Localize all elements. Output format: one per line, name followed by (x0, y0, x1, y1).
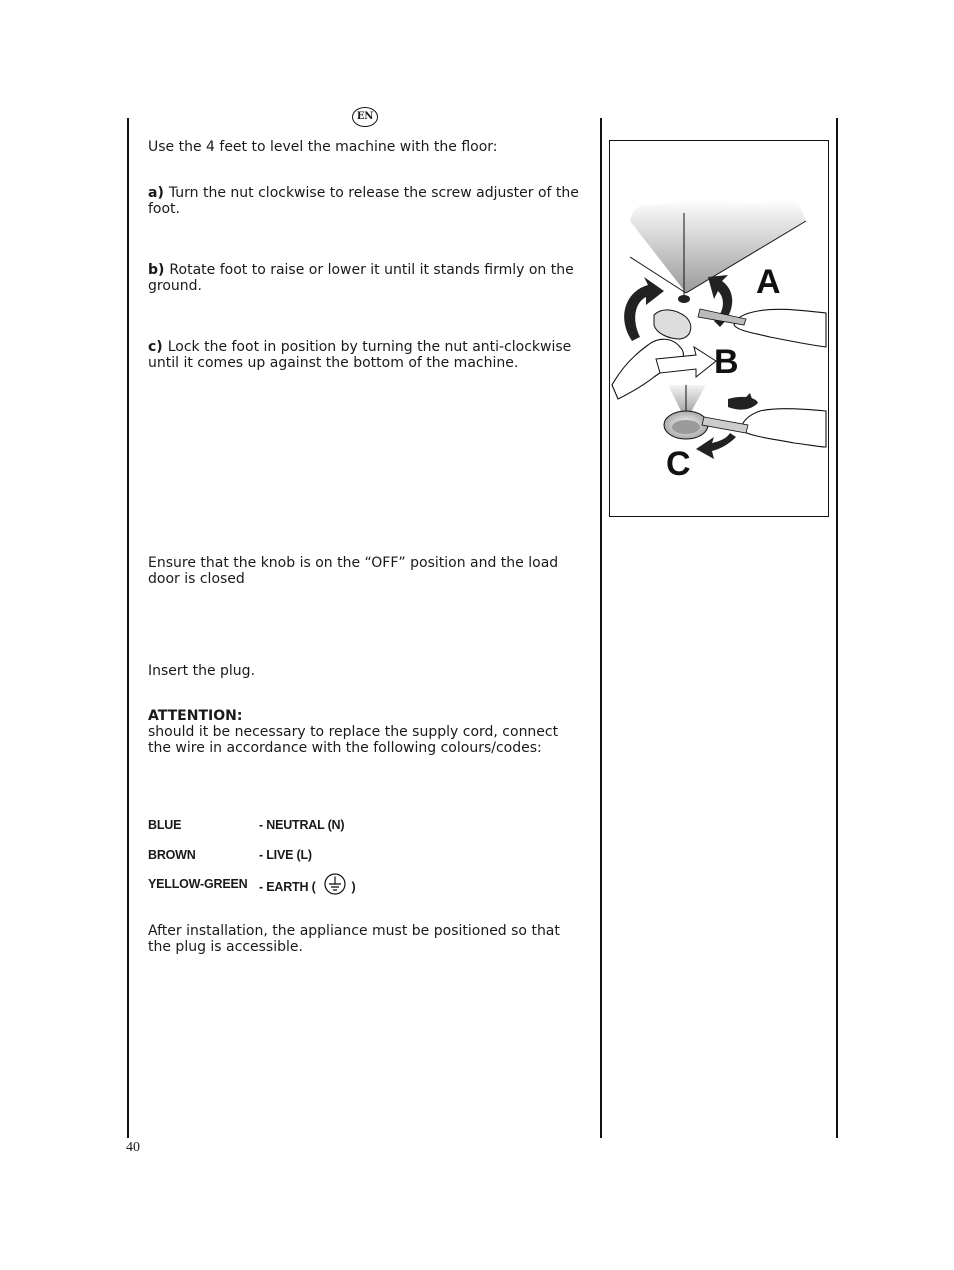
foot-adjustment-illustration (609, 140, 829, 517)
wire-colour-blue: BLUE (148, 818, 182, 832)
attention-title: ATTENTION: (148, 708, 243, 724)
intro-text: Use the 4 feet to level the machine with the floor: (148, 139, 498, 155)
column-divider-rule (600, 118, 602, 1138)
step-b (148, 262, 583, 294)
wire-code-neutral: - NEUTRAL (N) (259, 818, 345, 832)
step-b-label: b) (148, 262, 165, 278)
attention-text: should it be necessary to replace the supply cord, connect the wire in accordance with the following colours/codes: (148, 724, 559, 756)
wire-colour-yellow-green: YELLOW-GREEN (148, 877, 248, 891)
accessibility-note: After installation, the appliance must be positioned so that the plug is accessible. (148, 923, 560, 955)
wire-code-earth (259, 877, 356, 898)
left-margin-rule (127, 118, 129, 1138)
step-c-label: c) (148, 339, 163, 355)
earth-ground-icon (324, 873, 346, 898)
plug-instruction: Insert the plug. (148, 663, 256, 679)
step-c-text: Lock the foot in position by turning the nut anti-clockwise until it comes up against the bottom of the machine. (148, 339, 572, 371)
earth-code-suffix: ) (351, 879, 356, 894)
foot-adjustment-drawing (610, 141, 829, 517)
figure-label-c: C (666, 445, 691, 483)
figure-label-a: A (756, 263, 781, 301)
right-margin-rule (836, 118, 838, 1138)
step-a (148, 185, 583, 217)
language-badge: EN (352, 107, 378, 127)
wire-code-live: - LIVE (L) (259, 848, 312, 862)
page-number: 40 (126, 1140, 140, 1155)
step-a-text: Turn the nut clockwise to release the screw adjuster of the foot. (148, 185, 579, 217)
figure-label-b: B (714, 343, 739, 381)
earth-code-prefix: - EARTH ( (259, 879, 316, 894)
wire-colour-brown: BROWN (148, 848, 196, 862)
knob-instruction: Ensure that the knob is on the “OFF” position and the load door is closed (148, 555, 559, 587)
step-a-label: a) (148, 185, 164, 201)
step-b-text: Rotate foot to raise or lower it until it stands firmly on the ground. (148, 262, 574, 294)
attention-block (148, 708, 583, 756)
step-c (148, 339, 588, 371)
